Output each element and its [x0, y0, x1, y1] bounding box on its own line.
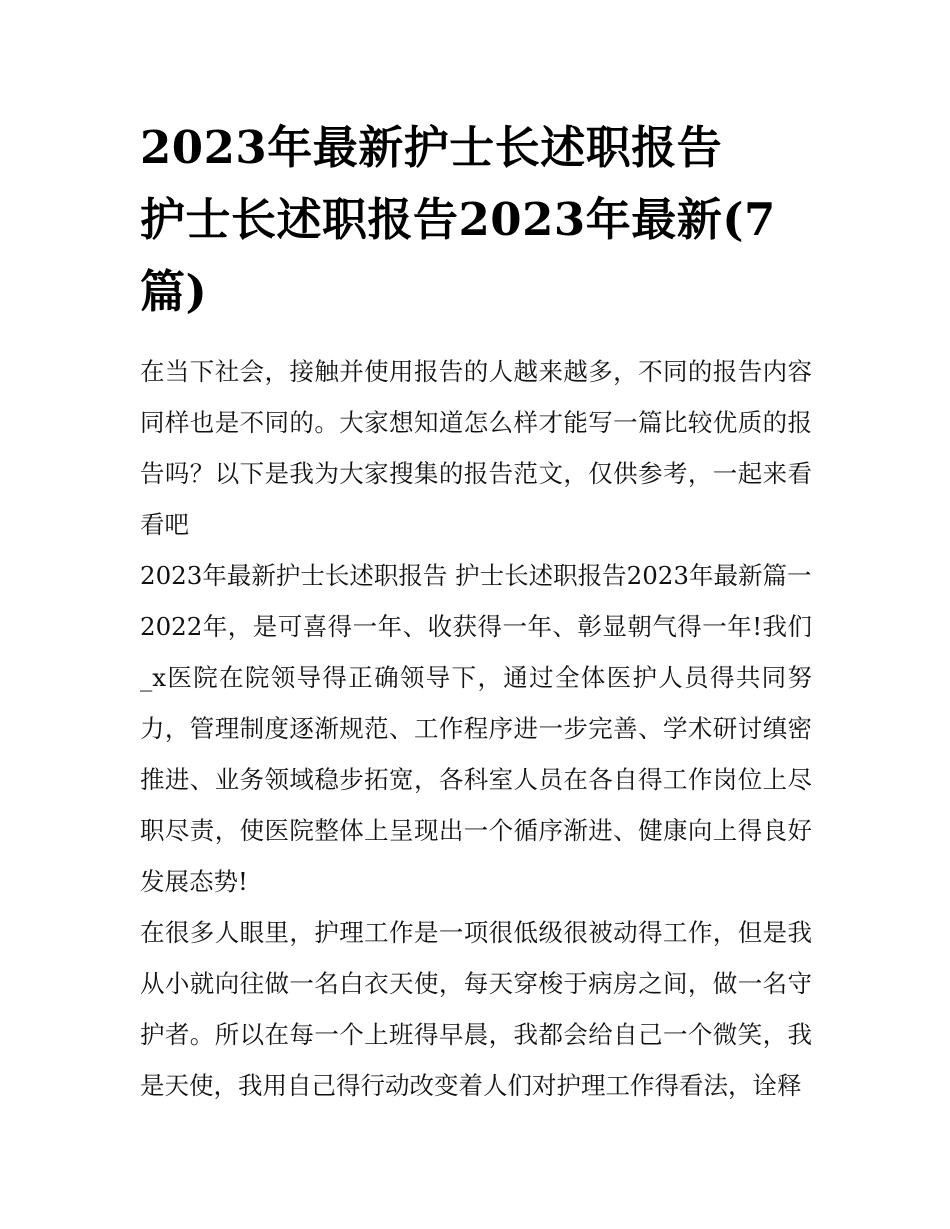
document-title: [140, 112, 812, 328]
body-paragraph: 2022年，是可喜得一年、收获得一年、彰显朝气得一年!我们_x医院在院领导得正确领导下，通过全体医护人员得共同努力，管理制度逐渐规范、工作程序进一步完善、学术研讨缜密推进、业务领域稳步拓宽，各科室人员在各自得工作岗位上尽职尽责，使医院整体上呈现出一个循序渐进、健康向上得良好发展态势!: [140, 612, 812, 896]
title-line-1: 2023年最新护士长述职报告: [140, 121, 723, 174]
section-heading-paragraph: 2023年最新护士长述职报告 护士长述职报告2023年最新篇一: [140, 561, 812, 590]
title-line-2: 护士长述职报告2023年最新(7篇): [140, 193, 776, 318]
body-paragraph: 在很多人眼里，护理工作是一项很低级很被动得工作，但是我从小就向往做一名白衣天使，每天穿梭于病房之间，做一名守护者。所以在每一个上班得早晨，我都会给自己一个微笑，我是天使，我用自己得行动改变着人们对护理工作得看法，诠释: [140, 918, 812, 1100]
document-content: [140, 112, 812, 1111]
intro-paragraph: 在当下社会，接触并使用报告的人越来越多，不同的报告内容同样也是不同的。大家想知道怎么样才能写一篇比较优质的报告吗？以下是我为大家搜集的报告范文，仅供参考，一起来看看吧: [140, 357, 812, 539]
document-body: [140, 346, 812, 1111]
